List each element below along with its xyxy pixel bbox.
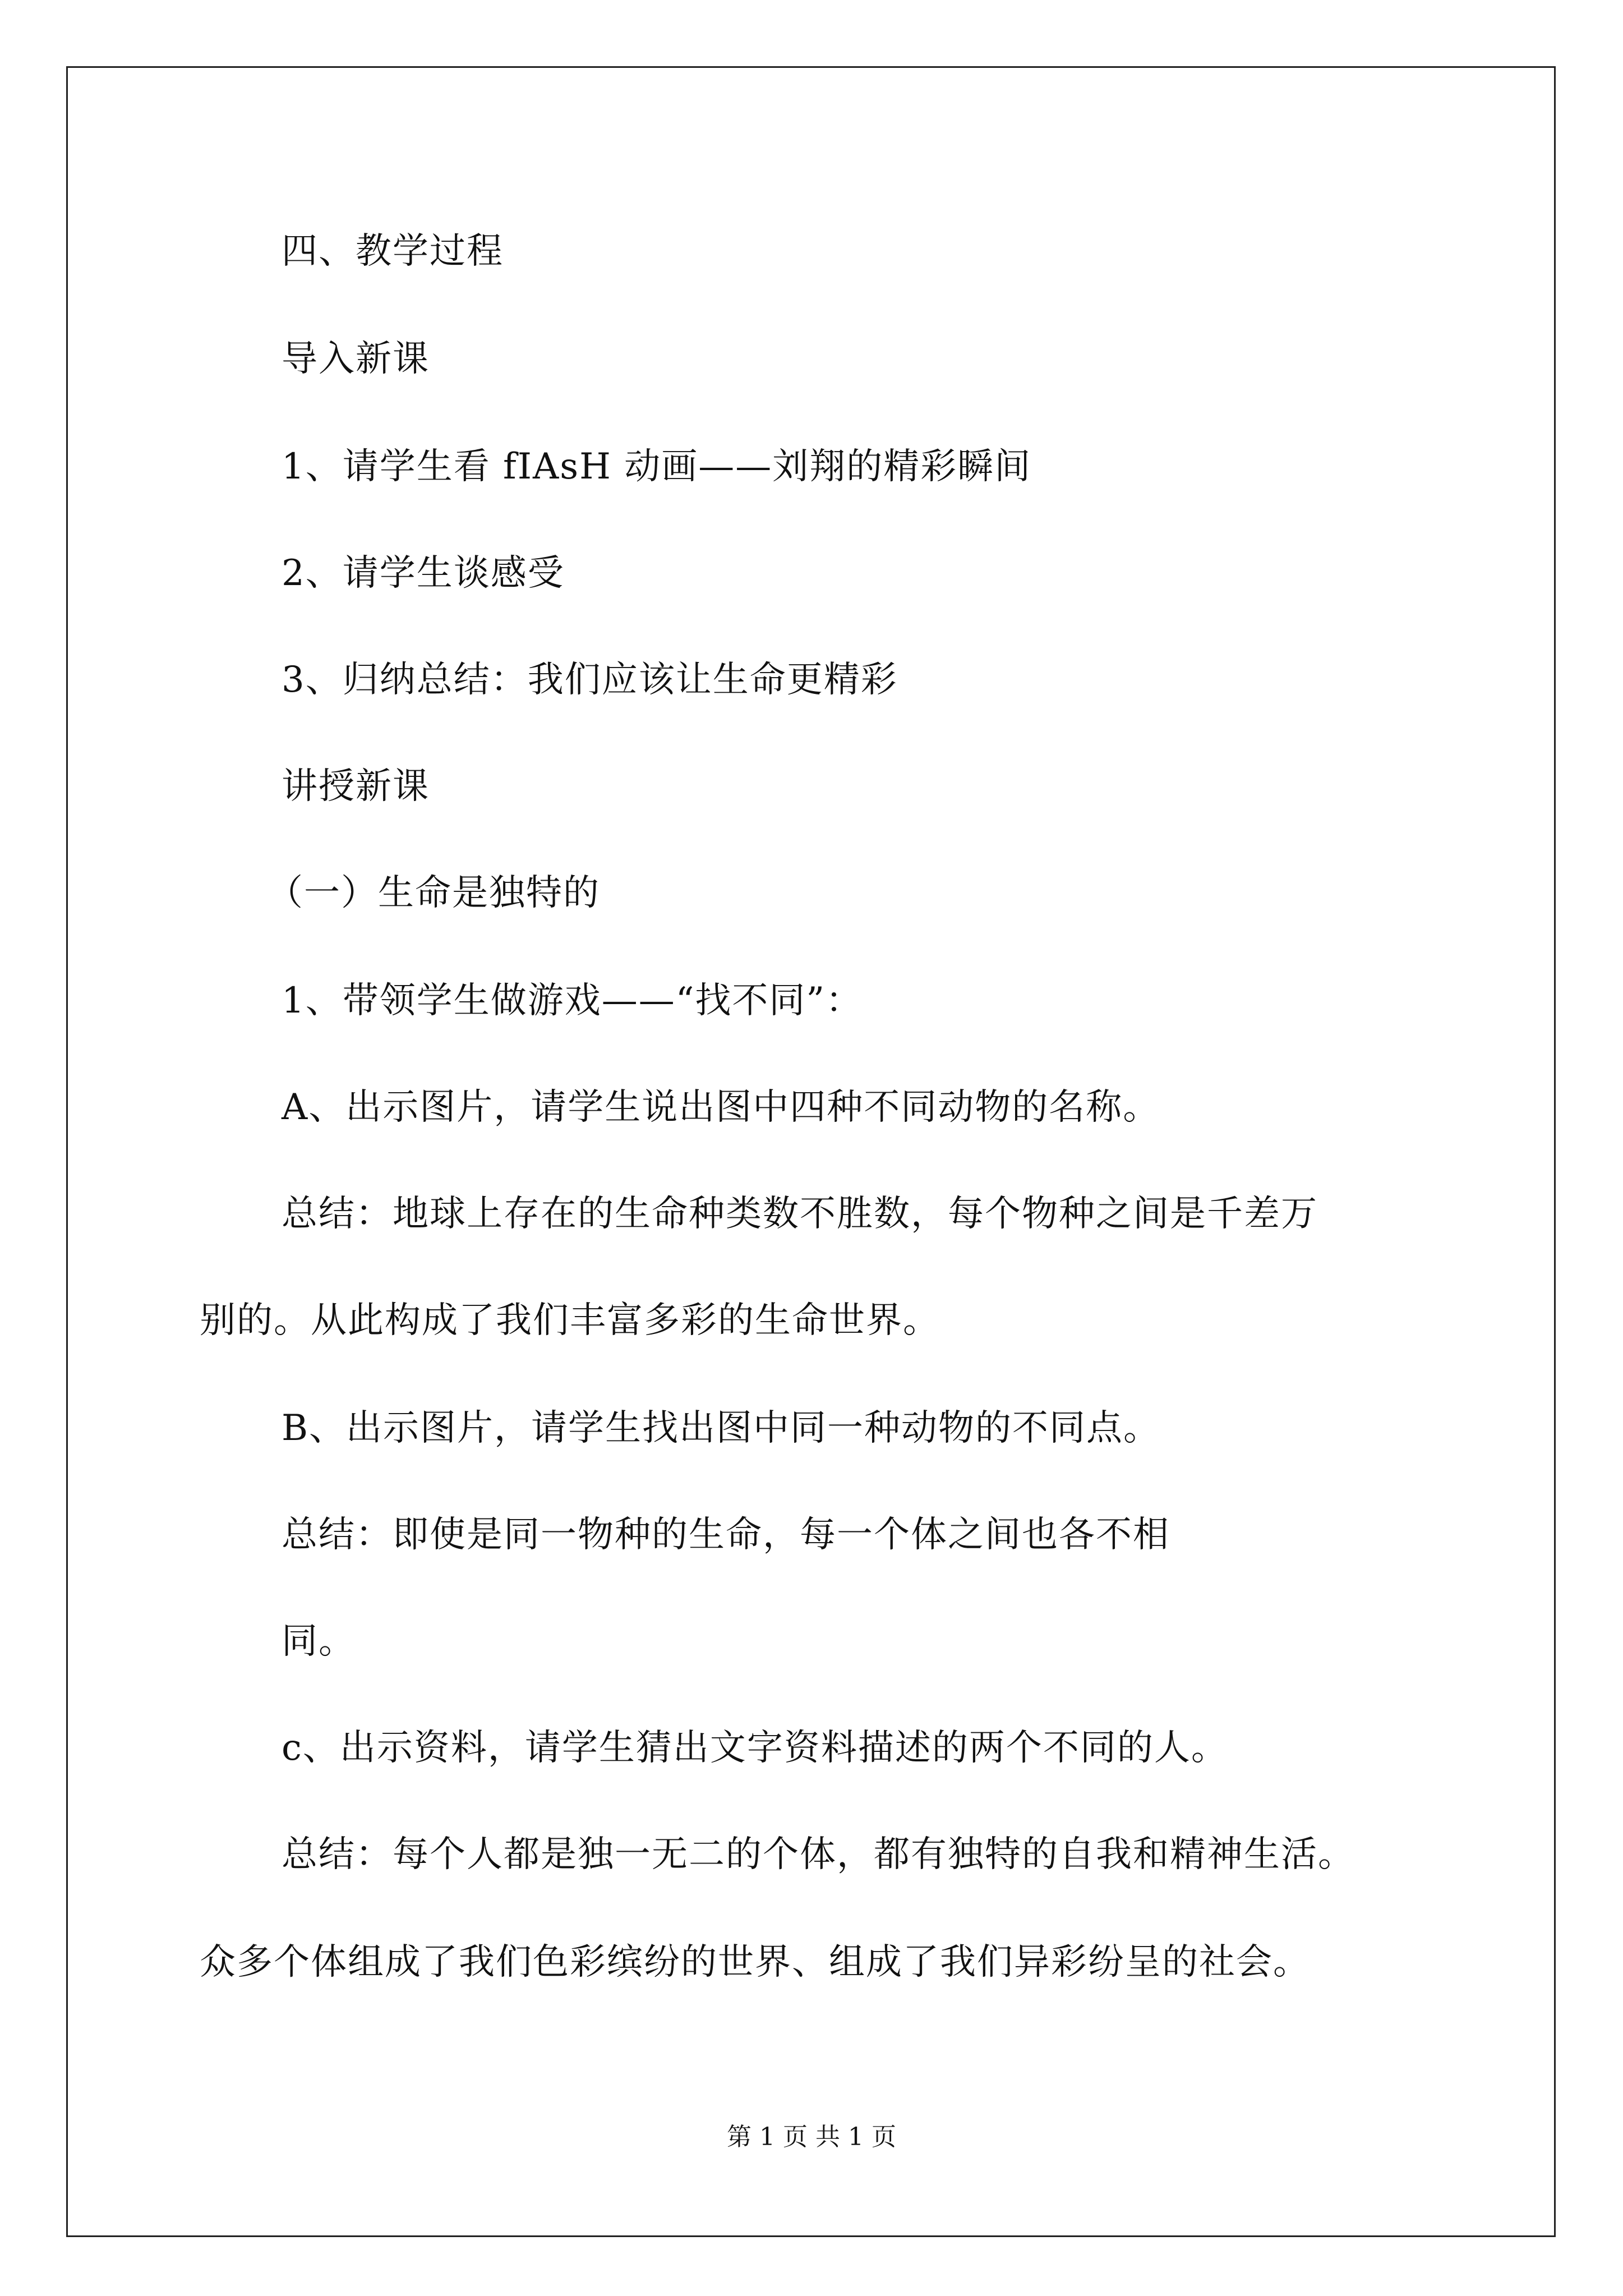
page-number-footer: 第 1 页 共 1 页 (727, 2123, 896, 2151)
subheading-teach-new-lesson: 讲授新课 (282, 766, 430, 807)
page-frame (66, 66, 1556, 2237)
paragraph-line: 总结：即使是同一物种的生命，每一个体之间也各不相 (282, 1514, 1170, 1556)
section-heading-teaching-process: 四、教学过程 (282, 231, 504, 272)
paragraph-line: 2、请学生谈感受 (282, 553, 565, 594)
paragraph-line: 众多个体组成了我们色彩缤纷的世界、组成了我们异彩纷呈的社会。 (200, 1941, 1310, 1983)
paragraph-line: 1、请学生看 fIAsH 动画——刘翔的精彩瞬间 (282, 446, 1032, 487)
paragraph-line: A、出示图片，请学生说出图中四种不同动物的名称。 (282, 1087, 1160, 1128)
paragraph-line: B、出示图片，请学生找出图中同一种动物的不同点。 (282, 1407, 1161, 1449)
paragraph-line: 3、归纳总结：我们应该让生命更精彩 (282, 659, 898, 701)
paragraph-line: 别的。从此构成了我们丰富多彩的生命世界。 (200, 1300, 940, 1341)
paragraph-line: 1、带领学生做游戏——“找不同”： (282, 980, 863, 1022)
paragraph-line: 总结：每个人都是独一无二的个体，都有独特的自我和精神生活。 (282, 1834, 1355, 1875)
paragraph-line: 总结：地球上存在的生命种类数不胜数，每个物种之间是千差万 (282, 1193, 1318, 1235)
paragraph-line: 同。 (282, 1621, 356, 1662)
subheading-life-is-unique: （一）生命是独特的 (267, 872, 600, 914)
subheading-intro-new-lesson: 导入新课 (282, 338, 430, 380)
paragraph-line: c、出示资料，请学生猜出文字资料描述的两个不同的人。 (282, 1727, 1228, 1769)
